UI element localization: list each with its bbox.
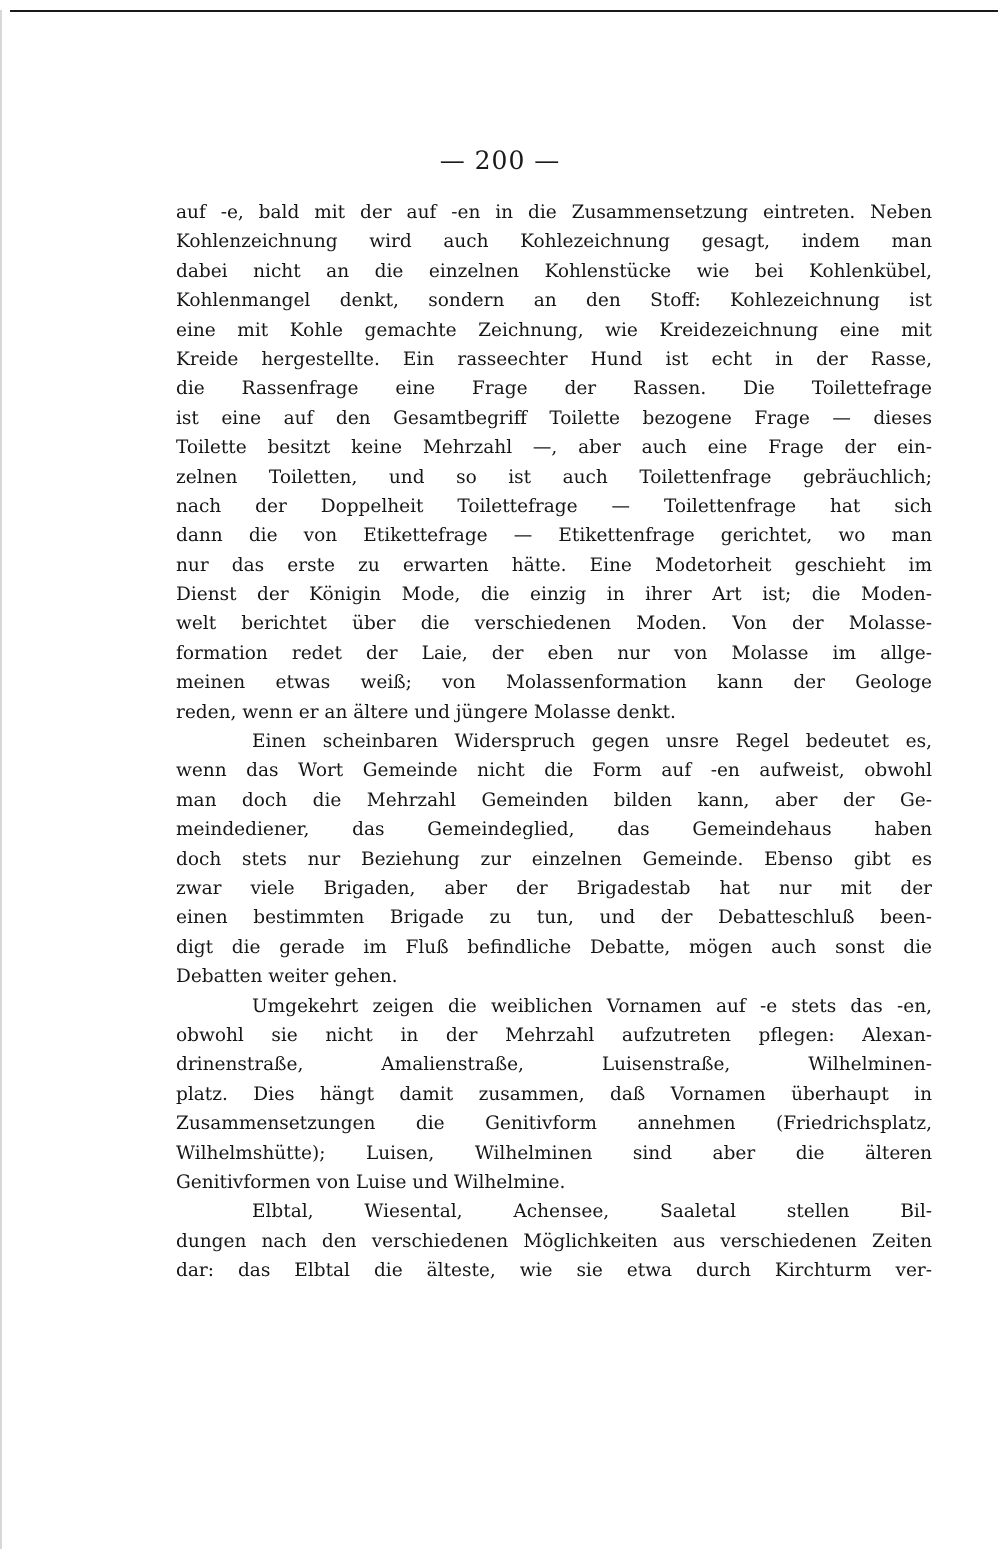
- page-left-edge: [0, 10, 2, 1549]
- text-line: Wilhelmshütte); Luisen, Wilhelminen sind aber die älteren: [176, 1142, 932, 1164]
- text-line: meinen etwas weiß; von Molassenformation kann der Geologe: [176, 672, 932, 694]
- text-line: meindediener, das Gemeindeglied, das Gemeindehaus haben: [176, 819, 932, 841]
- text-line: nur das erste zu erwarten hätte. Eine Modetorheit geschieht im: [176, 554, 932, 576]
- text-line: platz. Dies hängt damit zusammen, daß Vornamen überhaupt in: [176, 1083, 932, 1105]
- text-line: auf -e, bald mit der auf -en in die Zusammensetzung eintreten. Neben: [176, 202, 932, 223]
- text-line: obwohl sie nicht in der Mehrzahl aufzutreten pflegen: Alexan-: [176, 1024, 932, 1046]
- text-line: Toilette besitzt keine Mehrzahl —, aber auch eine Frage der ein-: [176, 437, 932, 459]
- text-line: einen bestimmten Brigade zu tun, und der Debatteschluß been-: [176, 907, 932, 929]
- text-line: welt berichtet über die verschiedenen Moden. Von der Molasse-: [176, 613, 932, 635]
- text-line: Kohlenzeichnung wird auch Kohlezeichnung gesagt, indem man: [176, 231, 932, 253]
- text-line: dann die von Etikettefrage — Etikettenfrage gerichtet, wo man: [176, 525, 932, 547]
- page-top-edge: [10, 10, 998, 12]
- text-line: doch stets nur Beziehung zur einzelnen Gemeinde. Ebenso gibt es: [176, 848, 932, 870]
- text-line: man doch die Mehrzahl Gemeinden bilden kann, aber der Ge-: [176, 789, 932, 811]
- text-line: zelnen Toiletten, und so ist auch Toilettenfrage gebräuchlich;: [176, 466, 932, 488]
- body-text: [176, 198, 932, 1285]
- text-line: reden, wenn er an ältere und jüngere Molasse denkt.: [176, 701, 676, 723]
- text-line: dungen nach den verschiedenen Möglichkeiten aus verschiedenen Zeiten: [176, 1230, 932, 1252]
- text-line: digt die gerade im Fluß befindliche Debatte, mögen auch sonst die: [176, 936, 932, 958]
- page-number: — 200 —: [439, 146, 561, 175]
- text-line: Elbtal, Wiesental, Achensee, Saaletal stellen Bil-: [252, 1201, 932, 1223]
- text-line: dar: das Elbtal die älteste, wie sie etwa durch Kirchturm ver-: [176, 1260, 932, 1282]
- text-line: nach der Doppelheit Toilettefrage — Toilettenfrage hat sich: [176, 495, 932, 517]
- text-line: drinenstraße, Amalienstraße, Luisenstraße, Wilhelminen-: [176, 1054, 932, 1076]
- text-line: Kreide hergestellte. Ein rasseechter Hund ist echt in der Rasse,: [176, 348, 932, 370]
- text-line: Umgekehrt zeigen die weiblichen Vornamen auf -e stets das -en,: [252, 995, 932, 1017]
- text-line: formation redet der Laie, der eben nur von Molasse im allge-: [176, 642, 932, 664]
- text-line: Einen scheinbaren Widerspruch gegen unsre Regel bedeutet es,: [252, 731, 932, 753]
- text-line: die Rassenfrage eine Frage der Rassen. Die Toilettefrage: [176, 378, 932, 400]
- text-line: ist eine auf den Gesamtbegriff Toilette bezogene Frage — dieses: [176, 407, 932, 429]
- text-line: Dienst der Königin Mode, die einzig in ihrer Art ist; die Moden-: [176, 584, 932, 606]
- text-line: Genitivformen von Luise und Wilhelmine.: [176, 1171, 566, 1193]
- text-line: wenn das Wort Gemeinde nicht die Form auf -en aufweist, obwohl: [176, 760, 932, 782]
- text-line: eine mit Kohle gemachte Zeichnung, wie Kreidezeichnung eine mit: [176, 319, 932, 341]
- text-line: Zusammensetzungen die Genitivform annehmen (Friedrichsplatz,: [176, 1113, 932, 1135]
- text-line: Debatten weiter gehen.: [176, 966, 398, 988]
- text-line: Kohlenmangel denkt, sondern an den Stoff: Kohlezeichnung ist: [176, 290, 932, 312]
- text-line: zwar viele Brigaden, aber der Brigadestab hat nur mit der: [176, 877, 932, 899]
- text-line: dabei nicht an die einzelnen Kohlenstücke wie bei Kohlenkübel,: [176, 260, 932, 282]
